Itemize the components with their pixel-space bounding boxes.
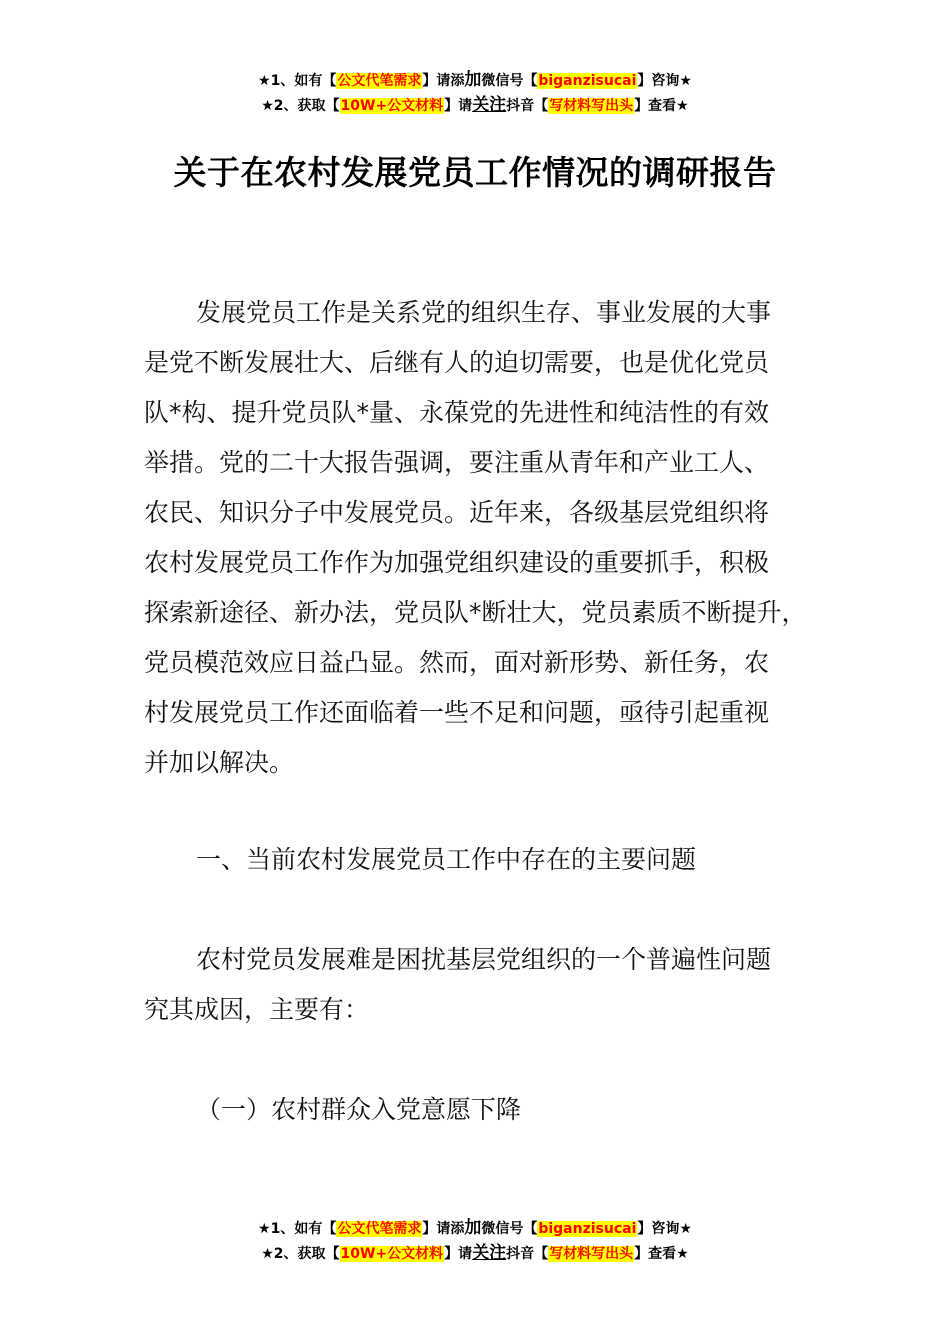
footer-banner [0, 1216, 950, 1266]
paragraph-line: 村发展党员工作还面临着一些不足和问题，亟待引起重视 [144, 698, 770, 727]
highlight-materials: 10W+公文材料 [340, 98, 444, 114]
paragraph-line: 农民、知识分子中发展党员。近年来，各级基层党组织将 [144, 498, 770, 527]
banner-line-2: ★2、获取【10W+公文材料】请关注抖音【写材料写出头】查看★ [261, 95, 689, 115]
banner-line-1: ★1、如有【公文代笔需求】请添加微信号【biganzisucai】咨询★ [258, 1218, 692, 1238]
paragraph-line: 农村发展党员工作作为加强党组织建设的重要抓手，积极 [144, 548, 770, 577]
paragraph-intro [144, 288, 834, 788]
paragraph-line: 农村党员发展难是困扰基层党组织的一个普遍性问题 [196, 945, 772, 974]
banner-line-1: ★1、如有【公文代笔需求】请添加微信号【biganzisucai】咨询★ [258, 70, 692, 90]
paragraph-line: 举措。党的二十大报告强调，要注重从青年和产业工人、 [144, 448, 770, 477]
highlight-wechat-id: biganzisucai [538, 1221, 637, 1237]
highlight-wechat-id: biganzisucai [538, 73, 637, 89]
paragraph-line: 发展党员工作是关系党的组织生存、事业发展的大事 [196, 298, 772, 327]
document-title: 关于在农村发展党员工作情况的调研报告 [173, 153, 777, 192]
paragraph-line: 究其成因，主要有： [144, 995, 370, 1024]
banner-line-2: ★2、获取【10W+公文材料】请关注抖音【写材料写出头】查看★ [261, 1243, 689, 1263]
header-banner [0, 68, 950, 118]
highlight-ghostwriting: 公文代笔需求 [337, 73, 422, 89]
highlight-douyin-account: 写材料写出头 [549, 98, 634, 114]
paragraph-causes [144, 935, 834, 1035]
subsection-heading-1: （一）农村群众入党意愿下降 [196, 1095, 522, 1124]
highlight-ghostwriting: 公文代笔需求 [337, 1221, 422, 1237]
highlight-douyin-account: 写材料写出头 [549, 1246, 634, 1262]
section-heading-1: 一、当前农村发展党员工作中存在的主要问题 [196, 845, 697, 874]
paragraph-line: 党员模范效应日益凸显。然而，面对新形势、新任务，农 [144, 648, 770, 677]
paragraph-line: 探索新途径、新办法，党员队*断壮大，党员素质不断提升， [144, 598, 807, 627]
paragraph-line: 队*构、提升党员队*量、永葆党的先进性和纯洁性的有效 [144, 398, 770, 427]
paragraph-line: 并加以解决。 [144, 748, 295, 777]
paragraph-line: 是党不断发展壮大、后继有人的迫切需要，也是优化党员 [144, 348, 770, 377]
highlight-materials: 10W+公文材料 [340, 1246, 444, 1262]
